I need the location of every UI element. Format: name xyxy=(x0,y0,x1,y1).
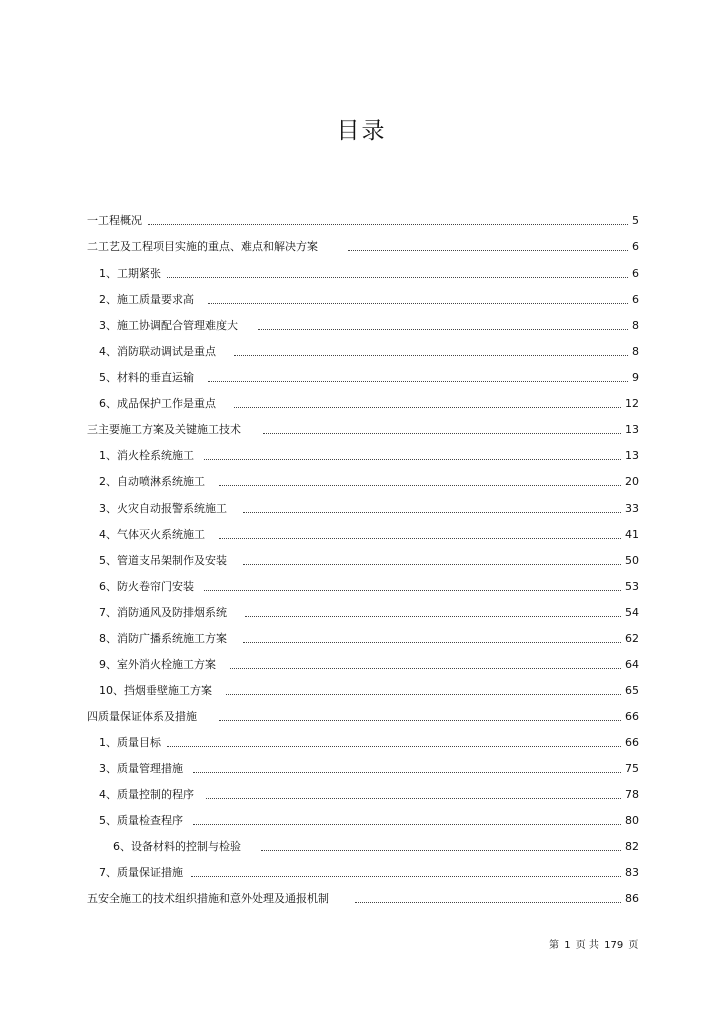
toc-dot-leader xyxy=(167,276,628,278)
toc-entry-label: 1、消火栓系统施工 xyxy=(99,449,194,462)
toc-entry-label: 三主要施工方案及关键施工技术 xyxy=(87,423,241,436)
toc-entry-page-number: 20 xyxy=(625,475,639,488)
toc-entry xyxy=(87,496,639,516)
toc-entry-label: 7、消防通风及防排烟系统 xyxy=(99,606,227,619)
toc-entry-page-number: 6 xyxy=(632,293,639,306)
toc-entry xyxy=(87,287,639,307)
toc-dot-leader xyxy=(263,432,621,434)
toc-dot-leader xyxy=(226,693,621,695)
toc-entry-label: 4、气体灭火系统施工 xyxy=(99,528,205,541)
toc-dot-leader xyxy=(230,667,621,669)
toc-entry xyxy=(87,365,639,385)
toc-dot-leader xyxy=(258,328,628,330)
toc-entry-label: 四质量保证体系及措施 xyxy=(87,710,197,723)
toc-entry-page-number: 5 xyxy=(632,214,639,227)
toc-entry xyxy=(87,234,639,254)
toc-entry-page-number: 9 xyxy=(632,371,639,384)
toc-dot-leader xyxy=(191,875,621,877)
toc-dot-leader xyxy=(355,901,621,903)
toc-entry-label: 2、施工质量要求高 xyxy=(99,293,194,306)
toc-entry-label: 1、工期紧张 xyxy=(99,267,161,280)
toc-entry xyxy=(87,443,639,463)
toc-dot-leader xyxy=(243,641,621,643)
toc-entry xyxy=(87,886,639,906)
toc-entry xyxy=(87,600,639,620)
toc-entry-label: 5、管道支吊架制作及安装 xyxy=(99,554,227,567)
toc-dot-leader xyxy=(206,797,621,799)
toc-dot-leader xyxy=(245,615,621,617)
toc-entry-page-number: 80 xyxy=(625,814,639,827)
toc-entry-label: 7、质量保证措施 xyxy=(99,866,183,879)
toc-entry xyxy=(87,808,639,828)
toc-entry-label: 5、材料的垂直运输 xyxy=(99,371,194,384)
toc-entry xyxy=(87,678,639,698)
footer-prefix: 第 xyxy=(549,940,559,951)
page-footer xyxy=(549,936,640,951)
toc-dot-leader xyxy=(148,223,628,225)
toc-entry xyxy=(87,522,639,542)
toc-dot-leader xyxy=(193,771,621,773)
toc-entry xyxy=(87,782,639,802)
toc-entry-page-number: 13 xyxy=(625,449,639,462)
toc-entry-page-number: 86 xyxy=(625,892,639,905)
toc-entry-page-number: 6 xyxy=(632,267,639,280)
toc-dot-leader xyxy=(348,249,628,251)
toc-dot-leader xyxy=(219,484,621,486)
toc-dot-leader xyxy=(219,719,621,721)
toc-entry-page-number: 78 xyxy=(625,788,639,801)
toc-entry-label: 3、施工协调配合管理难度大 xyxy=(99,319,238,332)
toc-entry xyxy=(87,756,639,776)
toc-entry-page-number: 41 xyxy=(625,528,639,541)
toc-entry xyxy=(87,391,639,411)
toc-entry xyxy=(87,208,639,228)
toc-entry-label: 五安全施工的技术组织措施和意外处理及通报机制 xyxy=(87,892,329,905)
toc-dot-leader xyxy=(193,823,621,825)
toc-entry-label: 6、防火卷帘门安装 xyxy=(99,580,194,593)
toc-entry xyxy=(87,339,639,359)
toc-entry-page-number: 83 xyxy=(625,866,639,879)
footer-current-page: 1 xyxy=(564,940,571,951)
toc-entry-label: 6、设备材料的控制与检验 xyxy=(113,840,241,853)
toc-entry-page-number: 33 xyxy=(625,502,639,515)
toc-entry-label: 5、质量检查程序 xyxy=(99,814,183,827)
toc-dot-leader xyxy=(243,511,621,513)
toc-dot-leader xyxy=(204,589,621,591)
toc-entry-page-number: 50 xyxy=(625,554,639,567)
toc-entry-page-number: 75 xyxy=(625,762,639,775)
toc-entry xyxy=(87,417,639,437)
footer-middle: 页 共 xyxy=(575,940,599,951)
toc-entry-label: 二工艺及工程项目实施的重点、难点和解决方案 xyxy=(87,240,318,253)
toc-entry-page-number: 13 xyxy=(625,423,639,436)
toc-entry xyxy=(87,548,639,568)
toc-dot-leader xyxy=(208,380,628,382)
toc-entry xyxy=(87,652,639,672)
toc-entry-page-number: 53 xyxy=(625,580,639,593)
page-title: 目录 xyxy=(336,118,387,144)
toc-dot-leader xyxy=(167,745,621,747)
toc-dot-leader xyxy=(261,849,621,851)
toc-dot-leader xyxy=(234,354,628,356)
toc-entry-page-number: 65 xyxy=(625,684,639,697)
toc-dot-leader xyxy=(219,537,621,539)
toc-entry-label: 4、消防联动调试是重点 xyxy=(99,345,216,358)
toc-entry xyxy=(87,469,639,489)
toc-entry-label: 1、质量目标 xyxy=(99,736,161,749)
toc-entry xyxy=(87,704,639,724)
toc-entry xyxy=(87,574,639,594)
toc-entry xyxy=(87,834,639,854)
toc-entry-label: 一工程概况 xyxy=(87,214,142,227)
toc-dot-leader xyxy=(234,406,621,408)
toc-dot-leader xyxy=(208,302,628,304)
toc-entry xyxy=(87,313,639,333)
toc-entry-label: 8、消防广播系统施工方案 xyxy=(99,632,227,645)
toc-entry-label: 3、质量管理措施 xyxy=(99,762,183,775)
toc-entry xyxy=(87,730,639,750)
toc-dot-leader xyxy=(204,458,621,460)
toc-entry-page-number: 6 xyxy=(632,240,639,253)
toc-entry-label: 6、成品保护工作是重点 xyxy=(99,397,216,410)
toc-dot-leader xyxy=(243,563,621,565)
toc-entry-page-number: 64 xyxy=(625,658,639,671)
toc-entry-page-number: 12 xyxy=(625,397,639,410)
toc-entry-page-number: 62 xyxy=(625,632,639,645)
toc-entry-page-number: 8 xyxy=(632,345,639,358)
toc-entry xyxy=(87,626,639,646)
toc-entry-label: 4、质量控制的程序 xyxy=(99,788,194,801)
toc-entry-page-number: 8 xyxy=(632,319,639,332)
toc-entry xyxy=(87,261,639,281)
footer-suffix: 页 xyxy=(628,940,639,951)
toc-entry-page-number: 54 xyxy=(625,606,639,619)
toc-entry-label: 9、室外消火栓施工方案 xyxy=(99,658,216,671)
toc-entry-label: 3、火灾自动报警系统施工 xyxy=(99,502,227,515)
toc-entry xyxy=(87,860,639,880)
toc-entry-page-number: 82 xyxy=(625,840,639,853)
footer-total-pages: 179 xyxy=(604,940,624,951)
toc-entry-page-number: 66 xyxy=(625,736,639,749)
toc-entry-label: 2、自动喷淋系统施工 xyxy=(99,475,205,488)
toc-entry-page-number: 66 xyxy=(625,710,639,723)
toc-entry-label: 10、挡烟垂壁施工方案 xyxy=(99,684,212,697)
